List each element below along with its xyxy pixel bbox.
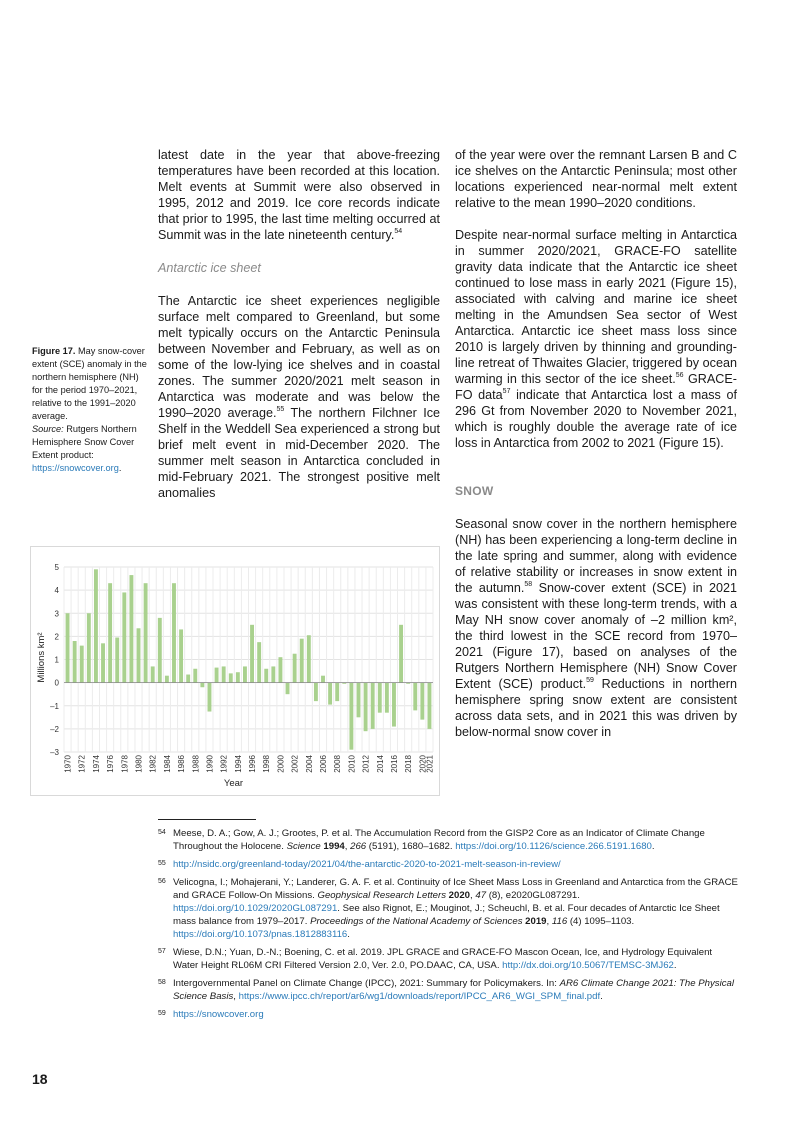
footnote-text-part: (5191), 1680–1682. [366, 841, 456, 852]
x-tick-label: 2014 [375, 755, 385, 773]
bar-1987 [186, 675, 190, 683]
footnote-text-part: Intergovernmental Panel on Climate Change (IPCC), 2021: Summary for Policymakers. In: [173, 978, 560, 989]
bar-1974 [94, 569, 98, 682]
bar-2004 [307, 635, 311, 682]
footnote-ref[interactable]: 58 [524, 580, 533, 588]
y-tick-label: 4 [54, 586, 59, 596]
footnote-text-part: 2020 [448, 890, 471, 901]
x-tick-label: 2004 [304, 755, 314, 773]
footnote-58 [158, 977, 738, 1003]
y-tick-label: –2 [50, 724, 59, 734]
footnote-number: 56 [158, 878, 166, 885]
bar-1982 [151, 666, 155, 682]
x-tick-label: 2018 [404, 755, 414, 773]
y-tick-label: 0 [54, 678, 59, 688]
x-tick-label: 1972 [77, 755, 87, 773]
footnote-link[interactable]: https://snowcover.org [173, 1009, 264, 1020]
bar-1985 [172, 583, 176, 682]
bar-1992 [222, 666, 226, 682]
subheading-antarctic-ice-sheet: Antarctic ice sheet [158, 261, 261, 275]
footnote-link[interactable]: http://nsidc.org/greenland-today/2021/04/the-antarctic-2020-to-2021-melt-season-in-review/ [173, 859, 561, 870]
footnote-ref[interactable]: 59 [586, 676, 594, 684]
bar-1991 [215, 668, 219, 683]
footnote-text-part: , [344, 841, 351, 852]
x-tick-label: 1998 [262, 755, 272, 773]
bar-2010 [349, 683, 353, 750]
bar-1995 [243, 666, 247, 682]
footnote-text-part: Velicogna, I.; Mohajerani, Y.; Landerer, G. A. F. et al. Continuity of Ice Sheet Mass Loss in Greenland and Antarctica from the GRACE and GRACE Follow-On Missions. [173, 877, 738, 901]
footnote-ref[interactable]: 57 [502, 387, 511, 395]
footnote-54 [158, 827, 738, 853]
bar-2008 [335, 683, 339, 702]
x-tick-label: 2016 [389, 755, 399, 773]
bar-1977 [115, 638, 119, 683]
bar-1972 [80, 646, 84, 683]
footnote-text [173, 876, 738, 941]
footnote-59 [158, 1008, 738, 1021]
footnote-text-part: Geophysical Research Letters [317, 890, 446, 901]
footnote-number: 55 [158, 860, 166, 867]
footnote-ref[interactable]: 55 [276, 405, 285, 413]
x-tick-label: 1996 [248, 755, 258, 773]
footnote-link[interactable]: http://dx.doi.org/10.5067/TEMSC-3MJ62 [502, 960, 674, 971]
bar-2003 [300, 639, 304, 683]
footnote-55 [158, 858, 738, 871]
bar-1989 [200, 683, 204, 688]
paragraph: of the year were over the remnant Larsen B and C ice shelves on the Antarctic Peninsula; most other locations experienced near-normal melt extent relative to the mean 1990–2020 conditions. [455, 148, 737, 210]
footnote-text-part: 47 [475, 890, 487, 901]
y-axis-title: Millions km² [36, 632, 47, 683]
footnote-text-part: 2019 [525, 916, 547, 927]
bar-1988 [193, 669, 197, 683]
footnote-number: 57 [158, 948, 166, 955]
footnote-number: 59 [158, 1010, 166, 1017]
source-link[interactable]: https://snowcover.org [32, 463, 119, 473]
y-tick-label: –3 [50, 748, 59, 757]
bar-1973 [87, 613, 91, 682]
footnote-link[interactable]: https://doi.org/10.1073/pnas.1812883116 [173, 929, 348, 940]
x-tick-label: 2002 [290, 755, 300, 773]
footnote-text-part: AR6 Climate Change 2021: The Physical Science Basis [173, 978, 734, 1002]
footnote-text [173, 1008, 738, 1021]
bar-2002 [293, 654, 297, 683]
footnote-ref[interactable]: 54 [394, 227, 403, 235]
x-tick-label: 1986 [177, 755, 187, 773]
footnote-number: 58 [158, 979, 166, 986]
x-tick-label: 1990 [205, 755, 215, 773]
footnote-link[interactable]: https://doi.org/10.1029/2020GL087291 [173, 903, 338, 914]
bar-2001 [286, 683, 290, 695]
x-axis-title: Year [223, 778, 244, 789]
x-tick-label: 1976 [106, 755, 116, 773]
y-tick-label: –1 [50, 701, 59, 711]
bar-2000 [278, 657, 282, 682]
x-tick-label: 1984 [162, 755, 172, 773]
footnote-text-part: , [470, 890, 476, 901]
bar-1998 [264, 669, 268, 683]
footnote-text-part: Proceedings of the National Academy of Sciences [310, 916, 523, 927]
bar-2013 [371, 683, 375, 729]
paragraph: Despite near-normal surface melting in Antarctica in summer 2020/2021, GRACE-FO satellite gravity data indicate that the Antarctic ice sheet continued to lose mass in early 2021 (Figure 15), associated with calving and marine ice sheet melting in the Amundsen Sea sector of West Antarctica. Antarctic ice sheet mass loss since 2010 is largely driven by thinning and grounding-line retreat of Thwaites Glacier, triggered by ocean warming in this sector of the ice sheet.$^{56}$ GRACE-FO data$^{57}$ indicate that Antarctica lost a mass of 296 Gt from November 2020 to November 2021, which is roughly double the average rate of ice loss in Antarctica from 2002 to 2021 (Figure 15). [455, 228, 738, 450]
footnote-ref[interactable]: 56 [675, 371, 684, 379]
bar-1976 [108, 583, 112, 682]
bar-1999 [271, 666, 275, 682]
text-column-right [455, 147, 737, 740]
paragraph: Seasonal snow cover in the northern hemisphere (NH) has been experiencing a long-term decline in the late spring and summer, along with evidence of relative stability or increases in snow extent in the autumn.$^{58}$ Snow-cover extent (SCE) in 2021 was consistent with these long-term trends, with a May NH snow cover anomaly of –2 million km², the third lowest in the SCE record from 1970–2021 (Figure 17), based on analyses of the Rutgers Northern Hemisphere (NH) Snow Cover Extent (SCE) product.$^{59}$ Reductions in northern hemisphere spring snow extent are consistent across data sets, and in 2021 this was driven by below-normal snow cover in [455, 517, 737, 739]
bar-1975 [101, 643, 105, 682]
bar-1981 [144, 583, 148, 682]
bar-2005 [314, 683, 318, 702]
chart-svg [31, 547, 439, 795]
footnote-text [173, 858, 738, 871]
footnote-text-part: (4) 1095–1103. [567, 916, 635, 927]
bar-1986 [179, 629, 183, 682]
bar-1993 [229, 673, 233, 682]
footnote-text-part: (8), e2020GL087291. [486, 890, 580, 901]
y-tick-label: 3 [54, 609, 59, 619]
footnote-56 [158, 876, 738, 941]
footnote-number: 54 [158, 829, 166, 836]
bar-1971 [73, 641, 77, 683]
bar-1990 [208, 683, 212, 712]
bar-2020 [420, 683, 424, 720]
y-tick-label: 5 [54, 563, 59, 572]
footnote-text-part: . [347, 929, 350, 940]
bar-2012 [364, 683, 368, 732]
x-tick-label: 2010 [347, 755, 357, 773]
footnote-text-part: , [546, 916, 552, 927]
bar-2011 [357, 683, 361, 718]
x-tick-label: 2021 [425, 755, 435, 773]
section-heading-snow: SNOW [455, 484, 494, 498]
x-tick-label: 2020 [418, 755, 428, 773]
x-tick-label: 2012 [361, 755, 371, 773]
footnotes [158, 827, 738, 1026]
bar-1984 [165, 676, 169, 683]
bar-1970 [66, 613, 70, 682]
x-tick-label: 1980 [134, 755, 144, 773]
bar-1980 [137, 628, 141, 682]
bar-2019 [413, 683, 417, 711]
x-tick-label: 1992 [219, 755, 229, 773]
footnote-text-part: Meese, D. A.; Gow, A. J.; Grootes, P. et al. The Accumulation Record from the GISP2 Core as an Indicator of Climate Change Throughout the Holocene. [173, 828, 705, 852]
footnote-link[interactable]: https://www.ipcc.ch/report/ar6/wg1/downloads/report/IPCC_AR6_WGI_SPM_final.pdf [238, 991, 601, 1002]
y-tick-label: 1 [54, 655, 59, 665]
bar-1979 [129, 575, 133, 683]
footnote-text [173, 977, 738, 1003]
bar-2015 [385, 683, 389, 713]
footnote-divider [158, 819, 256, 820]
bar-2006 [321, 676, 325, 683]
footnote-text-part: . [651, 841, 655, 852]
paragraph: The Antarctic ice sheet experiences negligible surface melt compared to Greenland, but some melt typically occurs on the Antarctic Peninsula between November and February, as well as on some of the low-lying ice shelves and in coastal zones. The summer 2020/2021 melt season in Antarctica was moderate and was below the 1990–2020 average.$^{55}$ The northern Filchner Ice Shelf in the Weddell Sea experienced a strong but brief melt event in mid-December 2020. The summer melt season in Antarctica concluded in mid-February 2021. The strongest positive melt anomalies [158, 294, 440, 500]
x-tick-label: 1970 [63, 755, 73, 773]
text-column-middle [158, 147, 440, 501]
bar-1978 [122, 592, 126, 682]
page-number: 18 [32, 1071, 48, 1087]
x-tick-label: 2008 [333, 755, 343, 773]
source-label: Source: [32, 424, 64, 434]
bar-1996 [250, 625, 254, 683]
footnote-text-part: Science [286, 841, 321, 852]
footnote-text-part: 266 [350, 841, 367, 852]
bar-2021 [428, 683, 432, 729]
x-tick-label: 2006 [319, 755, 329, 773]
x-tick-label: 1982 [148, 755, 158, 773]
footnote-57 [158, 946, 738, 972]
bar-2017 [399, 625, 403, 683]
x-tick-label: 1988 [191, 755, 201, 773]
footnote-link[interactable]: https://doi.org/10.1126/science.266.5191.1680 [455, 841, 652, 852]
bar-1994 [236, 672, 240, 682]
paragraph: latest date in the year that above-freezing temperatures have been recorded at this location. Melt events at Summit were also observed in 1995, 2012 and 2019. Ice core records indicate that prior to 1995, the last time melting occurred at Summit was in the late nineteenth century.$^{54}$ [158, 148, 440, 242]
footnote-text-part: . See also Rignot, E.; Mouginot, J.; Scheuchl, B. et al. Four decades of Antarctic Ice Sheet mass balance from 1979–2017. [173, 903, 720, 927]
bar-1997 [257, 642, 261, 682]
y-tick-label: 2 [54, 632, 59, 642]
bar-2007 [328, 683, 332, 705]
footnote-text-part: , [233, 991, 239, 1002]
x-tick-label: 1978 [120, 755, 130, 773]
bar-2014 [378, 683, 382, 713]
footnote-text-part: 116 [551, 916, 568, 927]
footnote-text [173, 827, 738, 853]
x-tick-label: 1974 [91, 755, 101, 773]
snow-cover-chart [30, 546, 440, 796]
figure-caption: Figure 17. May snow-cover extent (SCE) anomaly in the northern hemisphere (NH) for the period 1970–2021, relative to the 1991–2020 average. Source: Rutgers Northern Hemisphere Snow Cover Extent product: https://snowcover.org. [32, 346, 147, 473]
footnote-text-part: 1994 [323, 841, 345, 852]
bar-2016 [392, 683, 396, 727]
footnote-text-part: . [673, 960, 677, 971]
x-tick-label: 1994 [233, 755, 243, 773]
footnote-text-part: Wiese, D.N.; Yuan, D.-N.; Boening, C. et al. 2019. JPL GRACE and GRACE-FO Mascon Ocean, Ice, and Hydrology Equivalent Water Height RL06M CRI Filtered Version 2.0, Ver. 2.0, PO.DAAC, CA, USA. [173, 947, 713, 971]
figure-label: Figure 17. [32, 346, 76, 356]
bar-1983 [158, 618, 162, 683]
x-tick-label: 2000 [276, 755, 286, 773]
footnote-text [173, 946, 738, 972]
footnote-text-part: . [600, 991, 603, 1002]
